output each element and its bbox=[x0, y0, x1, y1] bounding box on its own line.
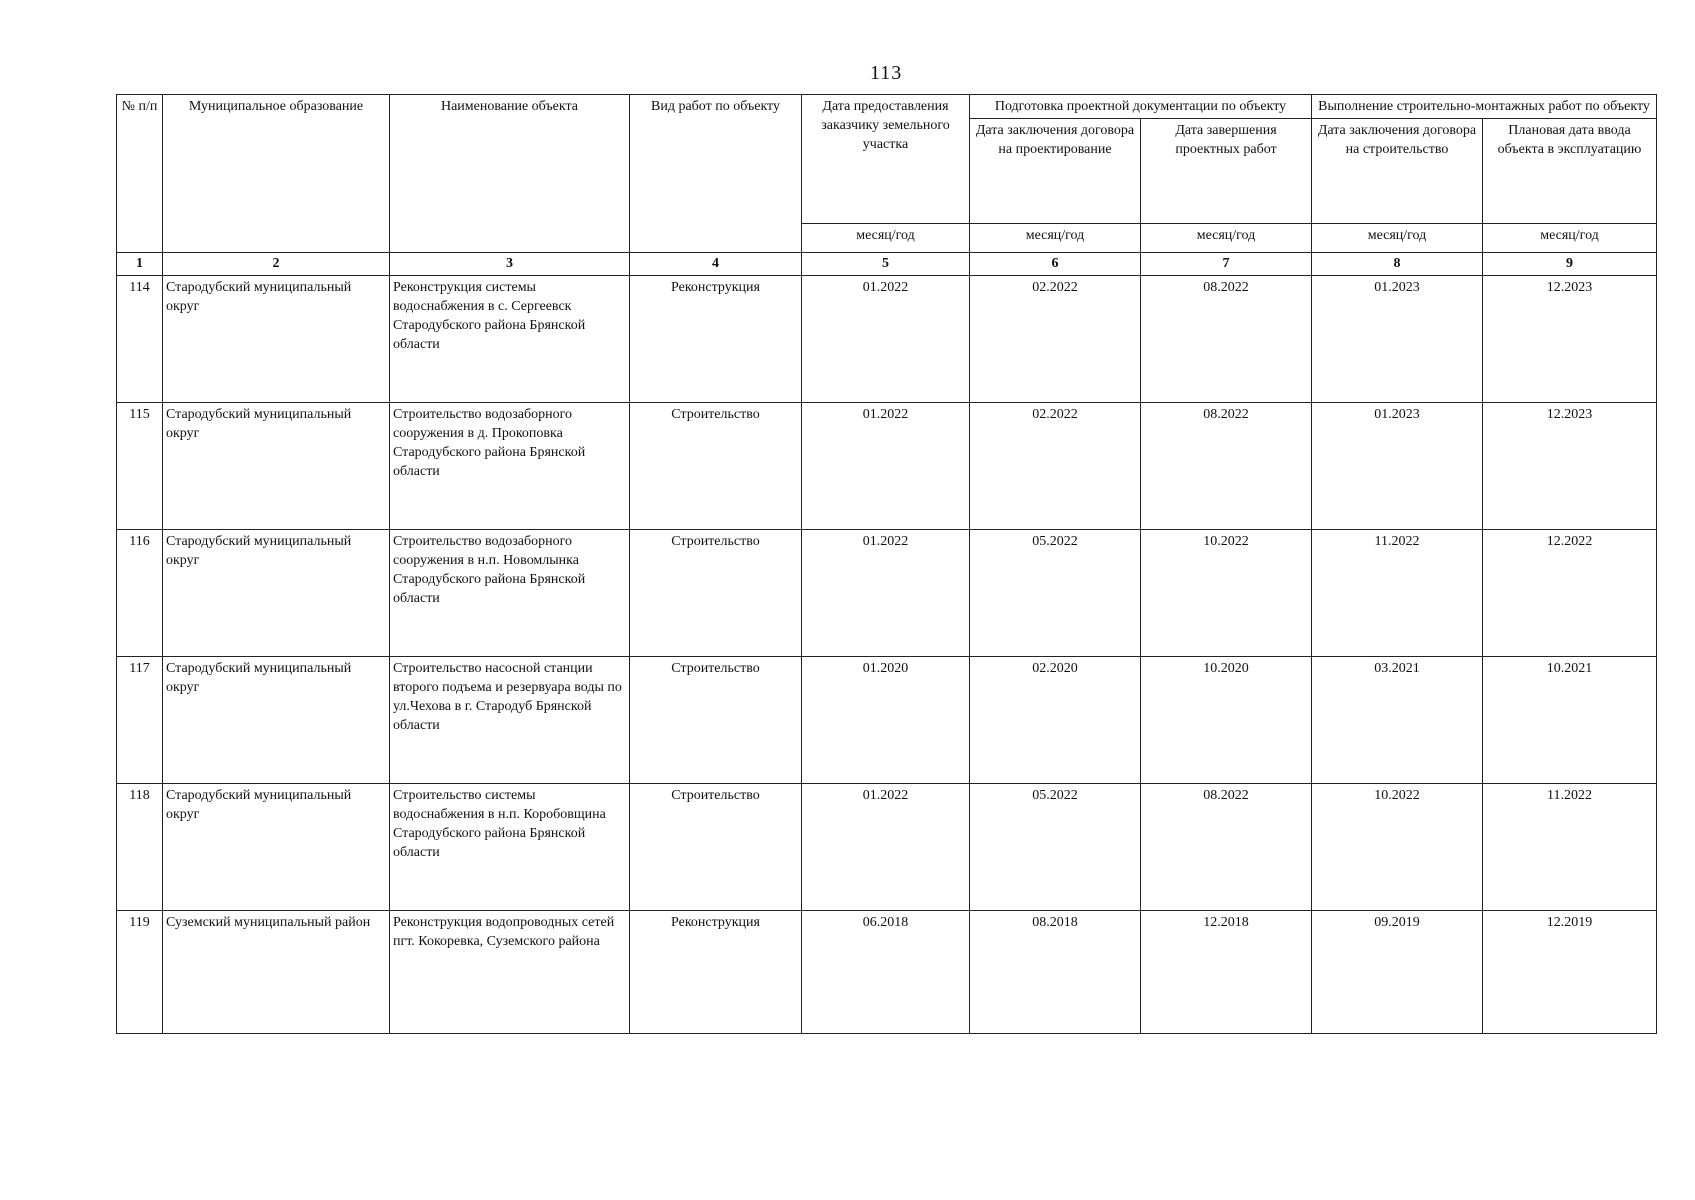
table-row bbox=[117, 403, 1657, 530]
land-date-cell: 01.2022 bbox=[802, 276, 970, 403]
object-name-cell: Реконструкция водопроводных сетей пгт. Кокоревка, Суземского района bbox=[390, 911, 630, 1034]
column-number: 3 bbox=[390, 253, 630, 276]
design-contract-cell: 02.2020 bbox=[970, 657, 1141, 784]
work-type-cell: Строительство bbox=[630, 403, 802, 530]
header-row-1 bbox=[117, 95, 1657, 119]
row-number: 116 bbox=[117, 530, 163, 657]
header-design-completion-date: Дата завершения проектных работ bbox=[1141, 119, 1312, 224]
design-completion-cell: 10.2020 bbox=[1141, 657, 1312, 784]
object-name-cell: Строительство насосной станции второго подъема и резервуара воды по ул.Чехова в г. Стародуб Брянской области bbox=[390, 657, 630, 784]
column-number: 7 bbox=[1141, 253, 1312, 276]
row-number: 117 bbox=[117, 657, 163, 784]
header-land-date: Дата предоставления заказчику земельного участка bbox=[802, 95, 970, 224]
table-row bbox=[117, 276, 1657, 403]
commissioning-cell: 12.2023 bbox=[1483, 276, 1657, 403]
design-contract-cell: 02.2022 bbox=[970, 276, 1141, 403]
header-commissioning-date: Плановая дата ввода объекта в эксплуатацию bbox=[1483, 119, 1657, 224]
commissioning-cell: 11.2022 bbox=[1483, 784, 1657, 911]
header-municipality: Муниципальное образование bbox=[163, 95, 390, 253]
unit-label-col5: месяц/год bbox=[802, 224, 970, 253]
object-name-cell: Строительство водозаборного сооружения в н.п. Новомлынка Стародубского района Брянской области bbox=[390, 530, 630, 657]
commissioning-cell: 12.2023 bbox=[1483, 403, 1657, 530]
column-number: 9 bbox=[1483, 253, 1657, 276]
table-row bbox=[117, 657, 1657, 784]
construction-contract-cell: 01.2023 bbox=[1312, 403, 1483, 530]
header-construction-contract-date: Дата заключения договора на строительство bbox=[1312, 119, 1483, 224]
header-design-contract-date: Дата заключения договора на проектирование bbox=[970, 119, 1141, 224]
design-completion-cell: 12.2018 bbox=[1141, 911, 1312, 1034]
municipality-cell: Стародубский муниципальный округ bbox=[163, 657, 390, 784]
land-date-cell: 01.2022 bbox=[802, 403, 970, 530]
unit-label-col8: месяц/год bbox=[1312, 224, 1483, 253]
column-number-row bbox=[117, 253, 1657, 276]
page-number: 113 bbox=[870, 62, 903, 84]
table-row bbox=[117, 530, 1657, 657]
municipality-cell: Суземский муниципальный район bbox=[163, 911, 390, 1034]
commissioning-cell: 12.2019 bbox=[1483, 911, 1657, 1034]
municipality-cell: Стародубский муниципальный округ bbox=[163, 530, 390, 657]
work-type-cell: Строительство bbox=[630, 657, 802, 784]
column-number: 2 bbox=[163, 253, 390, 276]
land-date-cell: 01.2020 bbox=[802, 657, 970, 784]
row-number: 115 bbox=[117, 403, 163, 530]
land-date-cell: 06.2018 bbox=[802, 911, 970, 1034]
construction-schedule-table bbox=[116, 94, 1657, 1034]
header-object-name: Наименование объекта bbox=[390, 95, 630, 253]
header-construction-group: Выполнение строительно-монтажных работ по объекту bbox=[1312, 95, 1657, 119]
construction-contract-cell: 03.2021 bbox=[1312, 657, 1483, 784]
design-contract-cell: 05.2022 bbox=[970, 784, 1141, 911]
header-no: № п/п bbox=[117, 95, 163, 253]
work-type-cell: Реконструкция bbox=[630, 276, 802, 403]
object-name-cell: Реконструкция системы водоснабжения в с. Сергеевск Стародубского района Брянской области bbox=[390, 276, 630, 403]
work-type-cell: Строительство bbox=[630, 784, 802, 911]
land-date-cell: 01.2022 bbox=[802, 784, 970, 911]
construction-contract-cell: 10.2022 bbox=[1312, 784, 1483, 911]
municipality-cell: Стародубский муниципальный округ bbox=[163, 784, 390, 911]
construction-contract-cell: 01.2023 bbox=[1312, 276, 1483, 403]
column-number: 6 bbox=[970, 253, 1141, 276]
design-contract-cell: 08.2018 bbox=[970, 911, 1141, 1034]
design-contract-cell: 02.2022 bbox=[970, 403, 1141, 530]
construction-contract-cell: 11.2022 bbox=[1312, 530, 1483, 657]
commissioning-cell: 12.2022 bbox=[1483, 530, 1657, 657]
unit-label-col9: месяц/год bbox=[1483, 224, 1657, 253]
design-completion-cell: 08.2022 bbox=[1141, 403, 1312, 530]
design-completion-cell: 08.2022 bbox=[1141, 276, 1312, 403]
row-number: 114 bbox=[117, 276, 163, 403]
table-row bbox=[117, 911, 1657, 1034]
work-type-cell: Реконструкция bbox=[630, 911, 802, 1034]
row-number: 119 bbox=[117, 911, 163, 1034]
table-row bbox=[117, 784, 1657, 911]
municipality-cell: Стародубский муниципальный округ bbox=[163, 403, 390, 530]
construction-contract-cell: 09.2019 bbox=[1312, 911, 1483, 1034]
column-number: 8 bbox=[1312, 253, 1483, 276]
object-name-cell: Строительство водозаборного сооружения в д. Прокоповка Стародубского района Брянской области bbox=[390, 403, 630, 530]
land-date-cell: 01.2022 bbox=[802, 530, 970, 657]
design-completion-cell: 10.2022 bbox=[1141, 530, 1312, 657]
unit-label-col6: месяц/год bbox=[970, 224, 1141, 253]
work-type-cell: Строительство bbox=[630, 530, 802, 657]
unit-label-col7: месяц/год bbox=[1141, 224, 1312, 253]
design-contract-cell: 05.2022 bbox=[970, 530, 1141, 657]
column-number: 5 bbox=[802, 253, 970, 276]
header-work-type: Вид работ по объекту bbox=[630, 95, 802, 253]
object-name-cell: Строительство системы водоснабжения в н.п. Коробовщина Стародубского района Брянской области bbox=[390, 784, 630, 911]
column-number: 1 bbox=[117, 253, 163, 276]
design-completion-cell: 08.2022 bbox=[1141, 784, 1312, 911]
commissioning-cell: 10.2021 bbox=[1483, 657, 1657, 784]
municipality-cell: Стародубский муниципальный округ bbox=[163, 276, 390, 403]
row-number: 118 bbox=[117, 784, 163, 911]
column-number: 4 bbox=[630, 253, 802, 276]
header-design-group: Подготовка проектной документации по объекту bbox=[970, 95, 1312, 119]
